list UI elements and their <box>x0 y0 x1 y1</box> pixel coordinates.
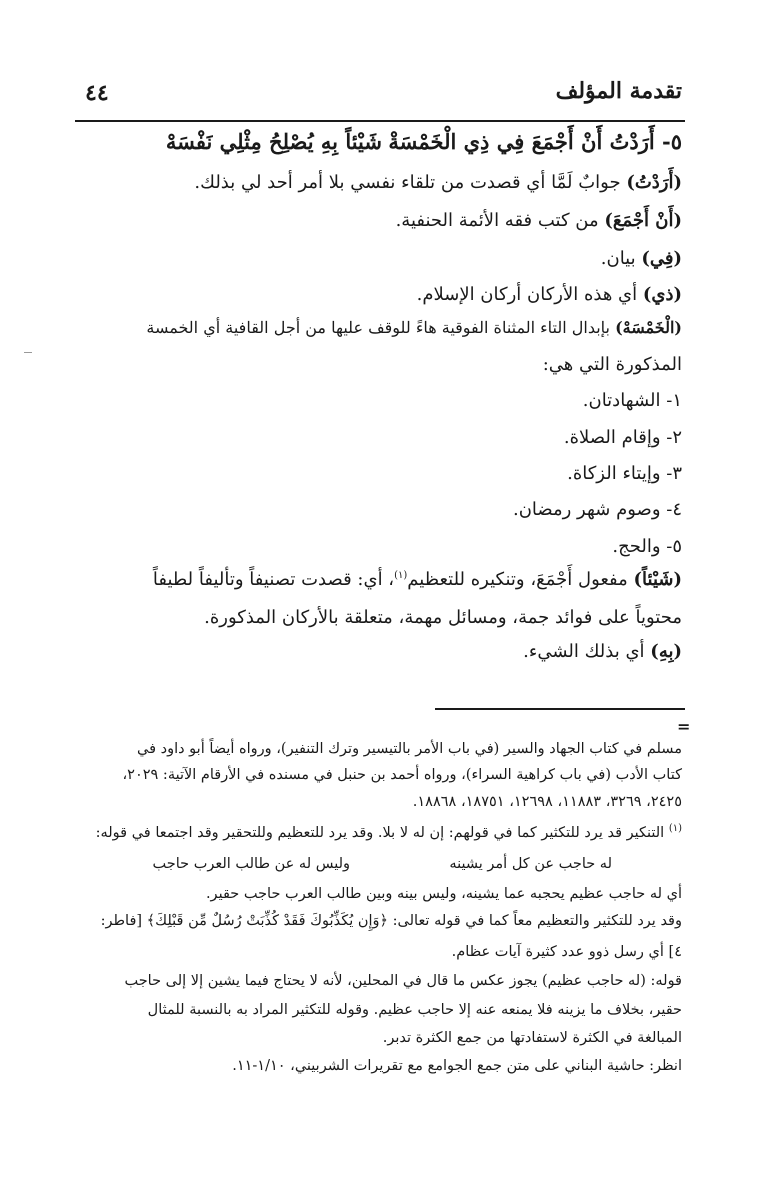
verse-hemistich-1: ٥- أَرَدْتُ أَنْ أَجْمَعَ فِي ذِي الْخَمْسَةْ <box>388 129 682 154</box>
pillar-list-item: ٢- وإقام الصلاة. <box>563 427 682 448</box>
commentary-line <box>601 248 682 270</box>
gloss-text: المذكورة التي هي: <box>542 354 682 375</box>
footnote-line: قوله: (له حاجب عظيم) يجوز عكس ما قال في المحلين، لأنه لا يحتاج فيما يشين إلا إلى حاجب <box>124 973 682 989</box>
commentary-line <box>204 607 682 629</box>
gloss-text: جوابٌ لَمَّا أي قصدت من تلقاء نفسي بلا أمر أحد لي بذلك. <box>194 172 621 193</box>
commentary-line <box>523 641 682 663</box>
footnote-line: وقد يرد للتكثير والتعظيم معاً كما في قوله تعالى: ﴿وَإِن يُكَذِّبُوكَ فَقَدْ كُذِّبَتْ رُسُلٌ مِّن قَبْلِكَ﴾ [فاطر: <box>100 913 682 929</box>
footnote-continuation-marker: = <box>677 717 691 736</box>
footnote-line: المبالغة في الكثرة لاستفادتها من جمع الكثرة تدبر. <box>382 1030 682 1046</box>
footnote-line <box>96 823 682 842</box>
footnote-line: انظر: حاشية البناني على متن جمع الجوامع مع تقريرات الشربيني، ١/١٠-١١. <box>232 1058 682 1074</box>
glossed-word: (الْخَمْسَهْ) <box>615 318 682 337</box>
glossed-word: (أَرَدْتُ) <box>626 172 682 193</box>
glossed-word: (أَنْ أَجْمَعَ) <box>604 210 682 231</box>
commentary-line <box>153 569 682 591</box>
commentary-line <box>396 210 682 232</box>
gloss-text: محتوياً على فوائد جمة، ومسائل مهمة، متعلقة بالأركان المذكورة. <box>204 607 682 628</box>
gloss-text: بيان. <box>600 248 636 269</box>
footnote-separator <box>435 708 685 710</box>
footnote-poem-hemistich: وليس له عن طالب العرب حاجب <box>152 856 350 872</box>
commentary-line <box>417 284 682 306</box>
glossed-word: (بِهِ) <box>650 641 682 662</box>
gloss-text: أي بذلك الشيء. <box>523 641 645 662</box>
footnote-line: ٤] أي رسل ذوو عدد كثيرة آيات عظام. <box>451 944 682 960</box>
footnote-line: أي له حاجب عظيم يحجبه عما يشينه، وليس بينه وبين طالب العرب حاجب حقير. <box>205 886 682 902</box>
page-number: ٤٤ <box>85 80 109 106</box>
commentary-line <box>543 354 682 376</box>
gloss-text: مفعول أَجْمَعَ، وتنكيره للتعظيم <box>407 569 628 590</box>
glossed-word: (ذي) <box>642 284 682 305</box>
footnote-line: كتاب الأدب (في باب كراهية السراء)، ورواه أحمد بن حنبل في مسنده في الأرقام الآتية: ٢٠٢٩، <box>122 767 682 783</box>
glossed-word: (شَيْئاً) <box>633 569 682 590</box>
verse-hemistich-2: شَيْئاً بِهِ يُصْلِحُ مِثْلِي نَفْسَهْ <box>165 129 382 154</box>
gloss-text: من كتب فقه الأئمة الحنفية. <box>395 210 599 231</box>
footnote-text: التنكير قد يرد للتكثير كما في قولهم: إن له لا بلا. وقد يرد للتعظيم وللتحقير وقد اجتمعا في قوله: <box>95 824 665 841</box>
footnote-poem-hemistich: له حاجب عن كل أمر يشينه <box>449 856 612 872</box>
commentary-line <box>194 172 682 194</box>
pillar-list-item: ٤- وصوم شهر رمضان. <box>512 499 682 520</box>
running-header-title: تقدمة المؤلف <box>555 78 682 104</box>
header-rule <box>75 120 685 122</box>
pillar-list-item: ٥- والحج. <box>612 536 682 557</box>
footnote-number: (١) <box>668 823 682 834</box>
pillar-list-item: ١- الشهادتان. <box>582 390 682 411</box>
gloss-text: ، أي: قصدت تصنيفاً وتأليفاً لطيفاً <box>152 569 395 590</box>
gloss-text: أي هذه الأركان أركان الإسلام. <box>416 284 638 305</box>
pillar-list-item: ٣- وإيتاء الزكاة. <box>567 463 682 484</box>
glossed-word: (فِي) <box>641 248 682 269</box>
footnote-line: ٢٤٢٥، ٣٢٦٩، ١١٨٨٣، ١٢٦٩٨، ١٨٧٥١، ١٨٨٦٨. <box>412 794 682 810</box>
commentary-line <box>146 318 682 337</box>
gloss-text: بإبدال التاء المثناة الفوقية هاءً للوقف عليها من أجل القافية أي الخمسة <box>146 318 611 337</box>
footnote-line: مسلم في كتاب الجهاد والسير (في باب الأمر بالتيسير وترك التنفير)، ورواه أيضاً أبو داود في <box>137 741 682 757</box>
page-mark <box>24 352 32 353</box>
footnote-line: حقير، بخلاف ما يزينه فلا يمنعه عنه إلا حاجب عظيم. وقوله للتكثير المراد به بالنسبة للمثال <box>147 1002 682 1018</box>
footnote-reference[interactable]: (١) <box>394 570 408 581</box>
